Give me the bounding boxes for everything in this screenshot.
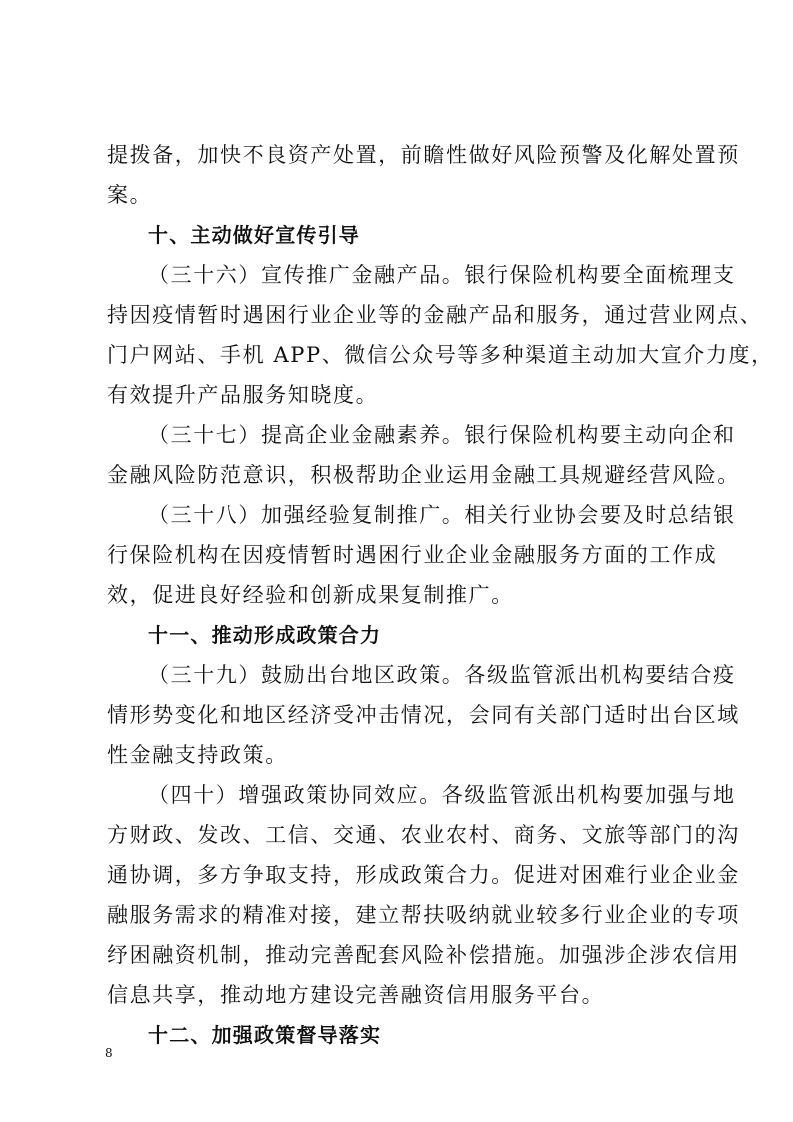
paragraph-line: 融服务需求的精准对接，建立帮扶吸纳就业较多行业企业的专项 xyxy=(107,903,740,927)
paragraph-line: 通协调，多方争取支持，形成政策合力。促进对困难行业企业金 xyxy=(107,863,740,887)
paragraph-line: 案。 xyxy=(107,183,153,207)
paragraph-line: 提拨备，加快不良资产处置，前瞻性做好风险预警及化解处置预 xyxy=(107,143,740,167)
paragraph-line: （三十六）宣传推广金融产品。银行保险机构要全面梳理支 xyxy=(148,263,736,287)
paragraph-line: 情形势变化和地区经济受冲击情况，会同有关部门适时出台区域 xyxy=(107,703,740,727)
paragraph-line: 门户网站、手机 APP、微信公众号等多种渠道主动加大宣介力度， xyxy=(107,343,774,367)
paragraph-line: 信息共享，推动地方建设完善融资信用服务平台。 xyxy=(107,983,605,1007)
paragraph-line: 持因疫情暂时遇困行业企业等的金融产品和服务，通过营业网点、 xyxy=(107,303,763,327)
paragraph-line: （三十八）加强经验复制推广。相关行业协会要及时总结银 xyxy=(148,503,736,527)
paragraph-line: （三十九）鼓励出台地区政策。各级监管派出机构要结合疫 xyxy=(148,663,736,687)
section-heading: 十、主动做好宣传引导 xyxy=(148,223,360,247)
paragraph-line: 金融风险防范意识，积极帮助企业运用金融工具规避经营风险。 xyxy=(107,463,740,487)
section-heading: 十一、推动形成政策合力 xyxy=(148,623,382,647)
paragraph-line: （三十七）提高企业金融素养。银行保险机构要主动向企和 xyxy=(148,423,736,447)
page-number: 8 xyxy=(105,1046,113,1060)
paragraph-line: 方财政、发改、工信、交通、农业农村、商务、文旅等部门的沟 xyxy=(107,823,740,847)
paragraph-line: 纾困融资机制，推动完善配套风险补偿措施。加强涉企涉农信用 xyxy=(107,943,740,967)
paragraph-line: 性金融支持政策。 xyxy=(107,743,288,767)
paragraph-line: 效，促进良好经验和创新成果复制推广。 xyxy=(107,583,514,607)
section-heading: 十二、加强政策督导落实 xyxy=(148,1023,382,1047)
paragraph-line: （四十）增强政策协同效应。各级监管派出机构要加强与地 xyxy=(148,783,736,807)
paragraph-line: 有效提升产品服务知晓度。 xyxy=(107,383,379,407)
paragraph-line: 行保险机构在因疫情暂时遇困行业企业金融服务方面的工作成 xyxy=(107,543,718,567)
